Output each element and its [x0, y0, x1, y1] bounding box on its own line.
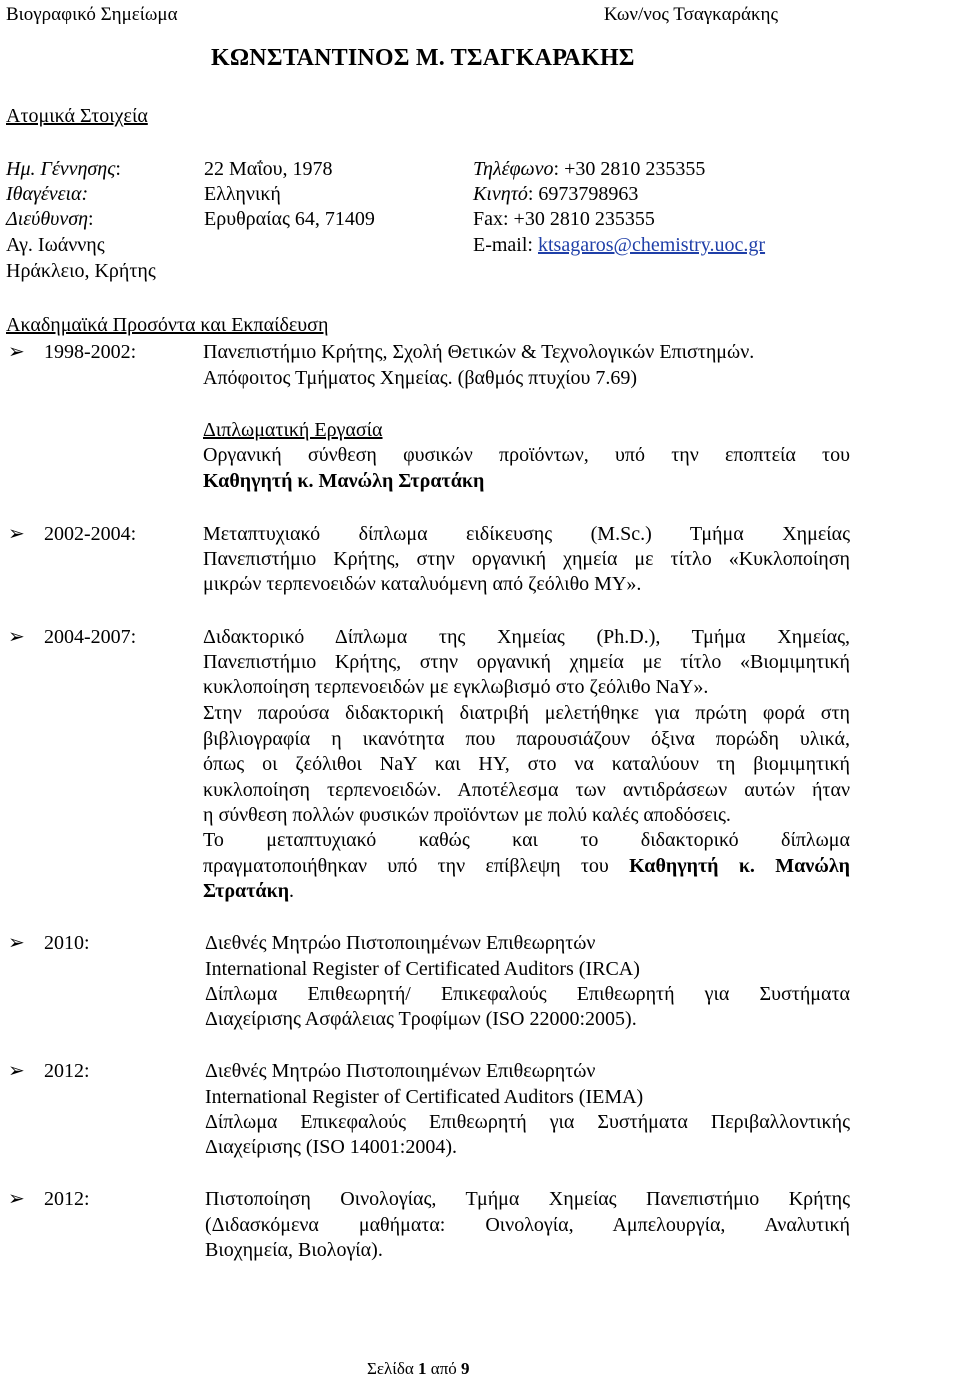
- entry-4-line3: Δίπλωμα Επιθεωρητή/ Επικεφαλούς Επιθεωρητή για Συστήματα: [205, 983, 850, 1005]
- birth-value: 22 Μαΐου, 1978: [204, 158, 333, 180]
- mobile-value: : 6973798963: [527, 183, 639, 205]
- phone-value: : +30 2810 235355: [553, 158, 706, 180]
- entry-3-line10-text: πραγματοποιήθηκαν υπό την επίβλεψη του: [203, 855, 630, 877]
- birth-label: Ημ. Γέννησης: [6, 158, 116, 180]
- entry-4-line1: Διεθνές Μητρώο Πιστοποιημένων Επιθεωρητών: [205, 932, 596, 954]
- entry-6-year: 2012: [44, 1188, 84, 1210]
- email-label: E-mail:: [473, 234, 538, 256]
- entry-3-line4: Στην παρούσα διδακτορική διατριβή μελετήθηκε για πρώτη φορά στη: [203, 702, 850, 724]
- entry-1-year: 1998-2002:: [44, 341, 137, 363]
- birth-label-row: Ημ. Γέννησης:: [6, 158, 121, 180]
- entry-3-line9: Το μεταπτυχιακό καθώς και το διδακτορικό δίπλωμα: [203, 829, 850, 851]
- entry-5-year-row: 2012:: [44, 1060, 90, 1082]
- entry-5-line4: Διαχείρισης (ISO 14001:2004).: [205, 1136, 458, 1158]
- entry-2-line1: Μεταπτυχιακό δίπλωμα ειδίκευσης (M.Sc.) Τμήμα Χημείας: [203, 523, 850, 545]
- bullet-arrow-icon: ➢: [8, 1060, 25, 1082]
- email-link[interactable]: ktsagaros@chemistry.uoc.gr: [537, 234, 766, 256]
- entry-3-line1: Διδακτορικό Δίπλωμα της Χημείας (Ph.D.), Τμήμα Χημείας,: [203, 626, 850, 648]
- entry-6-line2: (Διδασκόμενα μαθήματα: Οινολογία, Αμπελουργία, Αναλυτική: [205, 1214, 850, 1236]
- footer-middle: από: [426, 1359, 462, 1378]
- header-right-text: Κων/νος Τσαγκαράκης: [603, 4, 778, 25]
- entry-3-line11-row: Στρατάκη.: [203, 880, 295, 902]
- bullet-arrow-icon: ➢: [8, 1188, 25, 1210]
- address-label: Διεύθυνση: [6, 208, 89, 230]
- entry-6-line3: Βιοχημεία, Βιολογία).: [205, 1239, 383, 1261]
- entry-6-line1: Πιστοποίηση Οινολογίας, Τμήμα Χημείας Πανεπιστήμιο Κρήτης: [205, 1188, 850, 1210]
- thesis-line1: Οργανική σύνθεση φυσικών προϊόντων, υπό την εποπτεία του: [203, 444, 850, 466]
- footer-prefix: Σελίδα: [367, 1359, 419, 1378]
- entry-3-year: 2004-2007:: [44, 626, 137, 648]
- entry-5-line3: Δίπλωμα Επικεφαλούς Επιθεωρητή για Συστήματα Περιβαλλοντικής: [205, 1111, 850, 1133]
- entry-4-year-row: 2010:: [44, 932, 90, 954]
- address-line3: Ηράκλειο, Κρήτης: [6, 260, 156, 282]
- fax-value: Fax: +30 2810 235355: [473, 208, 655, 230]
- address-label-row: Διεύθυνση:: [6, 208, 94, 230]
- bullet-arrow-icon: ➢: [8, 626, 25, 648]
- entry-2-line3: μικρών τερπενοειδών καταλυόμενη από ζεόλιθο ΜΥ».: [203, 573, 642, 595]
- entry-3-line5: βιβλιογραφία η ικανότητα που παρουσιάζουν όξινα πορώδη υλικά,: [203, 728, 850, 750]
- mobile-label: Κινητό: [473, 183, 528, 205]
- phone-row: [473, 157, 705, 182]
- phone-label: Τηλέφωνο: [473, 158, 554, 180]
- entry-3-line8: η σύνθεση πολλών φυσικών προϊόντων με πολύ καλές αποδόσεις.: [203, 804, 731, 826]
- nationality-value: Ελληνική: [204, 183, 281, 205]
- entry-4-line4: Διαχείρισης Ασφάλειας Τροφίμων (ISO 22000:2005).: [205, 1008, 637, 1030]
- entry-3-line3: κυκλοποίηση τερπενοειδών με εγκλωβισμό στο ζεόλιθο NaY».: [203, 676, 709, 698]
- section-heading-education: Ακαδημαϊκά Προσόντα και Εκπαίδευση: [6, 314, 329, 336]
- entry-3-line6: όπως οι ζεόλιθοι NaY και HY, στο να καταλύουν τη βιομιμητική: [203, 753, 850, 775]
- entry-4-year: 2010: [44, 932, 84, 954]
- entry-5-line2: International Register of Certificated Auditors (IEMA): [205, 1086, 644, 1108]
- thesis-line2: Καθηγητή κ. Μανώλη Στρατάκη: [203, 470, 485, 492]
- page-footer: [367, 1356, 470, 1381]
- entry-4-line2: International Register of Certificated Auditors (IRCA): [205, 958, 640, 980]
- entry-5-year: 2012: [44, 1060, 84, 1082]
- supervisor-name: Καθηγητή κ. Μανώλη: [629, 855, 850, 877]
- supervisor-surname: Στρατάκη: [203, 880, 290, 902]
- bullet-arrow-icon: ➢: [8, 341, 25, 363]
- entry-1-line2: Απόφοιτος Τμήματος Χημείας. (βαθμός πτυχίου 7.69): [203, 367, 638, 389]
- entry-2-year: 2002-2004:: [44, 523, 137, 545]
- section-heading-personal: Ατομικά Στοιχεία: [6, 105, 148, 127]
- entry-2-line2: Πανεπιστήμιο Κρήτης, στην οργανική χημεία με τίτλο «Κυκλοποίηση: [203, 548, 850, 570]
- page-title: ΚΩΝΣΤΑΝΤΙΝΟΣ Μ. ΤΣΑΓΚΑΡΑΚΗΣ: [211, 45, 635, 71]
- entry-6-year-row: 2012:: [44, 1188, 90, 1210]
- nationality-label: Ιθαγένεια:: [6, 183, 89, 205]
- thesis-heading: Διπλωματική Εργασία: [203, 419, 383, 441]
- bullet-arrow-icon: ➢: [8, 932, 25, 954]
- entry-3-line7: κυκλοποίηση τερπενοειδών. Αποτέλεσμα των αντιδράσεων αυτών ήταν: [203, 779, 850, 801]
- entry-3-line2: Πανεπιστήμιο Κρήτης, στην οργανική χημεία με τίτλο «Βιομιμητική: [203, 651, 850, 673]
- footer-total-pages: 9: [461, 1359, 470, 1378]
- footer-page-number: 1: [418, 1359, 427, 1378]
- entry-5-line1: Διεθνές Μητρώο Πιστοποιημένων Επιθεωρητών: [205, 1060, 596, 1082]
- entry-1-line1: Πανεπιστήμιο Κρήτης, Σχολή Θετικών & Τεχνολογικών Επιστημών.: [203, 341, 755, 363]
- mobile-row: [473, 182, 638, 207]
- bullet-arrow-icon: ➢: [8, 523, 25, 545]
- email-row: [473, 233, 765, 258]
- header-left-text: Βιογραφικό Σημείωμα: [6, 4, 178, 25]
- address-value: Ερυθραίας 64, 71409: [204, 208, 375, 230]
- address-line2: Αγ. Ιωάννης: [6, 234, 105, 256]
- entry-3-line10: [203, 854, 850, 879]
